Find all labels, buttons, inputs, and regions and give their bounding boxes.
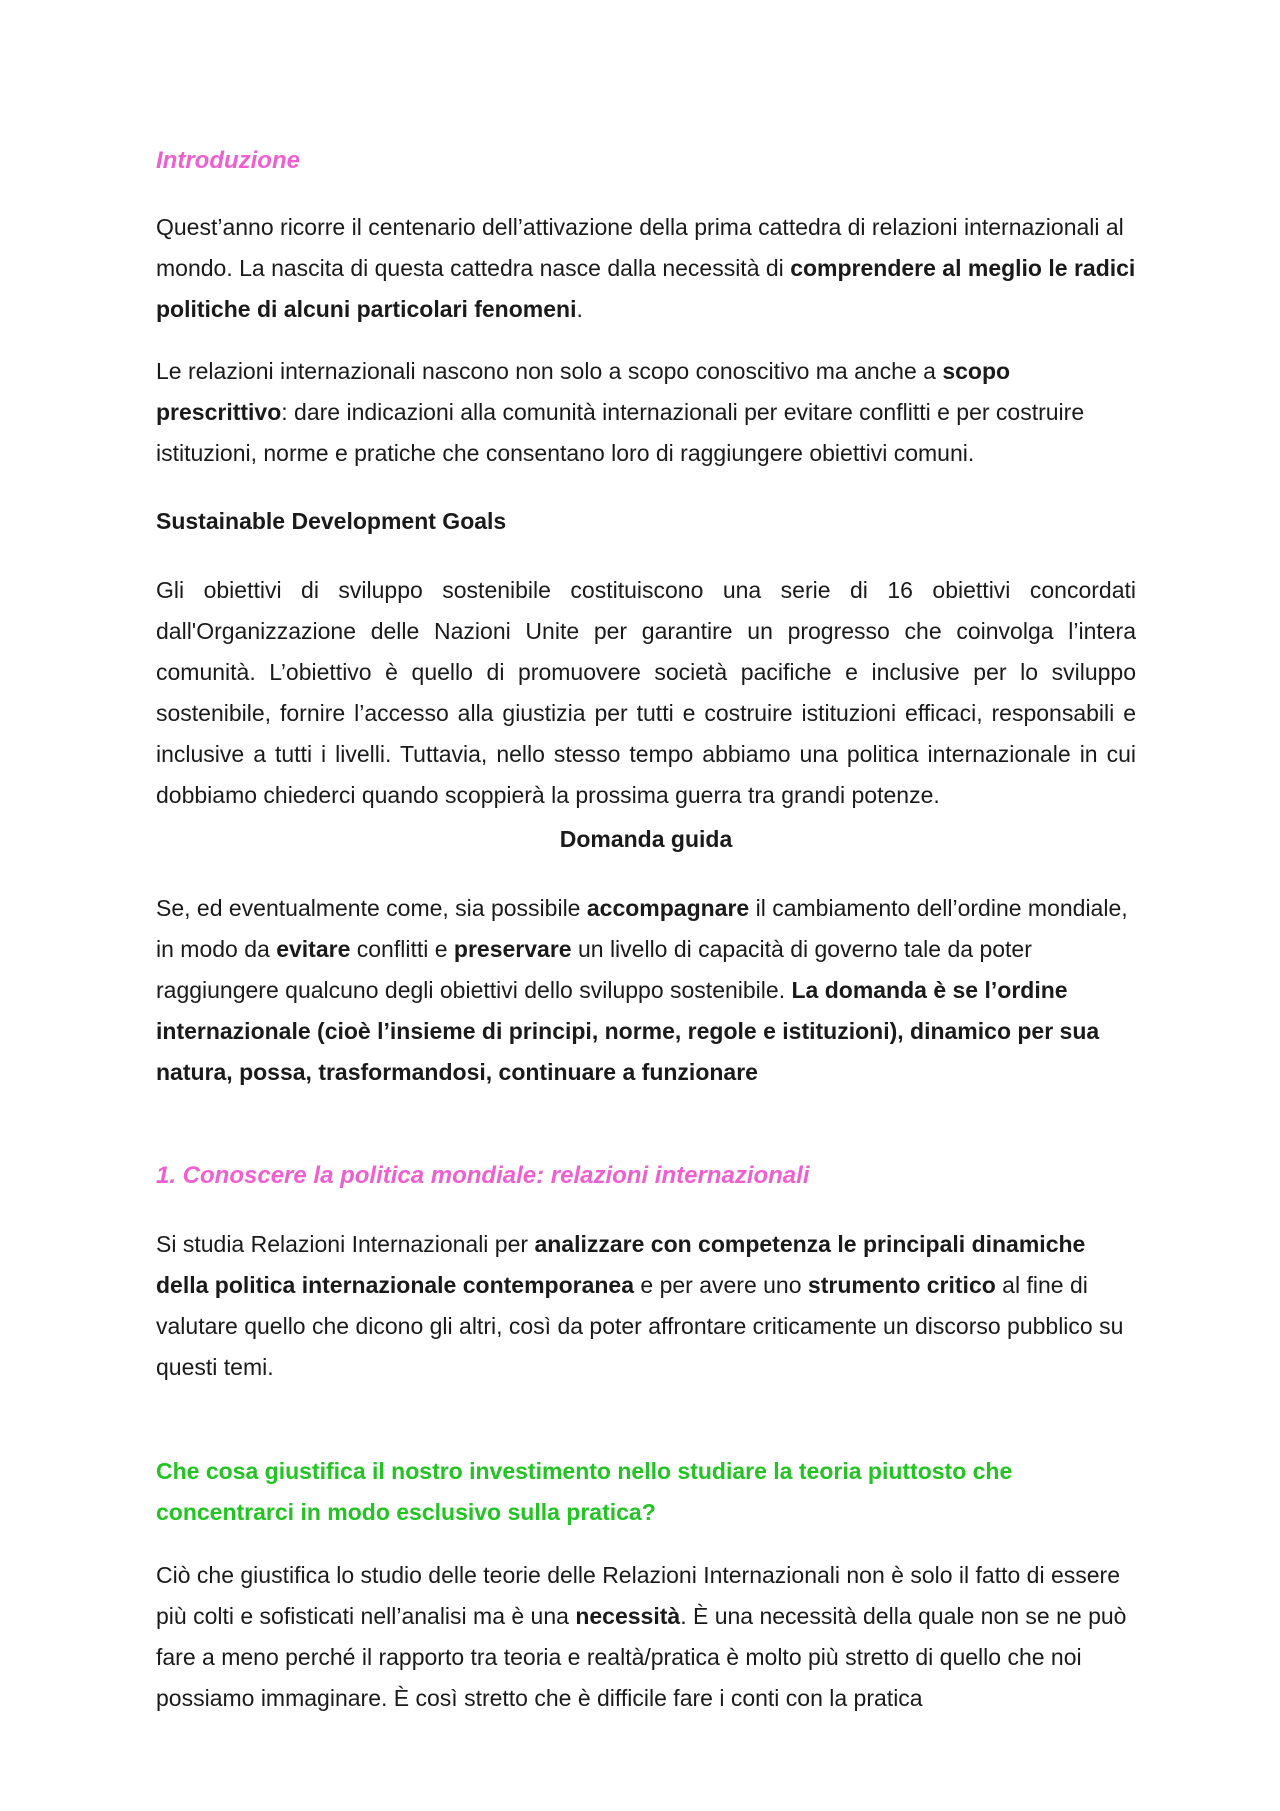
- text-run: conflitti e: [350, 936, 454, 962]
- text-run: Ciò che giustifica lo studio delle teorie delle Relazioni Internazionali non è solo il fatto di essere più colti e sofisticati nell’analisi ma è una: [156, 1562, 1121, 1629]
- intro-paragraph-1: [156, 207, 1136, 330]
- sdg-paragraph: Gli obiettivi di sviluppo sostenibile costituiscono una serie di 16 obiettivi concordati dall'Organizzazione delle Nazioni Unite per garantire un progresso che coinvolga l’intera comunità. L’obiettivo è quello di promuovere società pacifiche e inclusive per lo sviluppo sostenibile, fornire l’accesso alla giustizia per tutti e costruire istituzioni efficaci, responsabili e inclusive a tutti i livelli. Tuttavia, nello stesso tempo abbiamo una politica internazionale in cui dobbiamo chiederci quando scoppierà la prossima guerra tra grandi potenze.: [156, 577, 1136, 808]
- bold-run: scopo prescrittivo: [156, 358, 1011, 425]
- section-1-paragraph: [156, 1224, 1136, 1388]
- bold-run: accompagnare: [586, 895, 750, 921]
- text-run: . È una necessità della quale non se ne può fare a meno perché il rapporto tra teoria e realtà/pratica è molto più stretto di quello che noi possiamo immaginare. È così stretto che è difficile fare i conti con la pratica: [156, 1603, 1127, 1711]
- text-run: : dare indicazioni alla comunità internazionali per evitare conflitti e per costruire istituzioni, norme e pratiche che consentano loro di raggiungere obiettivi comuni.: [156, 399, 1085, 466]
- sdg-heading: Sustainable Development Goals: [156, 508, 507, 534]
- text-run: Quest’anno ricorre il centenario dell’attivazione della prima cattedra di relazioni internazionali al mondo. La nascita di questa cattedra nasce dalla necessità di: [156, 214, 1124, 281]
- bold-run: necessità: [575, 1603, 681, 1629]
- text-run: Si studia Relazioni Internazionali per: [156, 1231, 535, 1257]
- text-run: Se, ed eventualmente come, sia possibile: [156, 895, 587, 921]
- text-run: al fine di valutare quello che dicono gli altri, così da poter affrontare criticamente un discorso pubblico su questi temi.: [156, 1272, 1124, 1380]
- text-run: un livello di capacità di governo tale da poter raggiungere qualcuno degli obiettivi dello sviluppo sostenibile.: [156, 936, 1032, 1003]
- bold-run: comprendere al meglio le radici politiche di alcuni particolari fenomeni: [156, 255, 1136, 322]
- guide-heading: Domanda guida: [559, 826, 733, 852]
- question-paragraph: [156, 1555, 1136, 1719]
- document-body: [156, 140, 1136, 1719]
- text-run: .: [576, 296, 583, 322]
- bold-run: preservare: [453, 936, 572, 962]
- text-run: e per avere uno: [634, 1272, 808, 1298]
- bold-run: La domanda è se l’ordine internazionale (cioè l’insieme di principi, norme, regole e istituzioni), dinamico per sua natura, possa, trasformandosi, continuare a funzionare: [156, 977, 1100, 1085]
- guide-paragraph: [156, 888, 1136, 1093]
- text-run: il cambiamento dell’ordine mondiale, in modo da: [156, 895, 1128, 962]
- text-run: Le relazioni internazionali nascono non solo a scopo conoscitivo ma anche a: [156, 358, 943, 384]
- bold-run: evitare: [276, 936, 351, 962]
- bold-run: analizzare con competenza le principali dinamiche della politica internazionale contemporanea: [156, 1231, 1086, 1298]
- intro-heading: Introduzione: [156, 147, 300, 174]
- section-1-heading: 1. Conoscere la politica mondiale: relazioni internazionali: [156, 1162, 810, 1189]
- bold-run: strumento critico: [807, 1272, 996, 1298]
- intro-paragraph-2: [156, 351, 1136, 474]
- question-heading: Che cosa giustifica il nostro investimento nello studiare la teoria piuttosto che concentrarci in modo esclusivo sulla pratica?: [156, 1458, 1013, 1525]
